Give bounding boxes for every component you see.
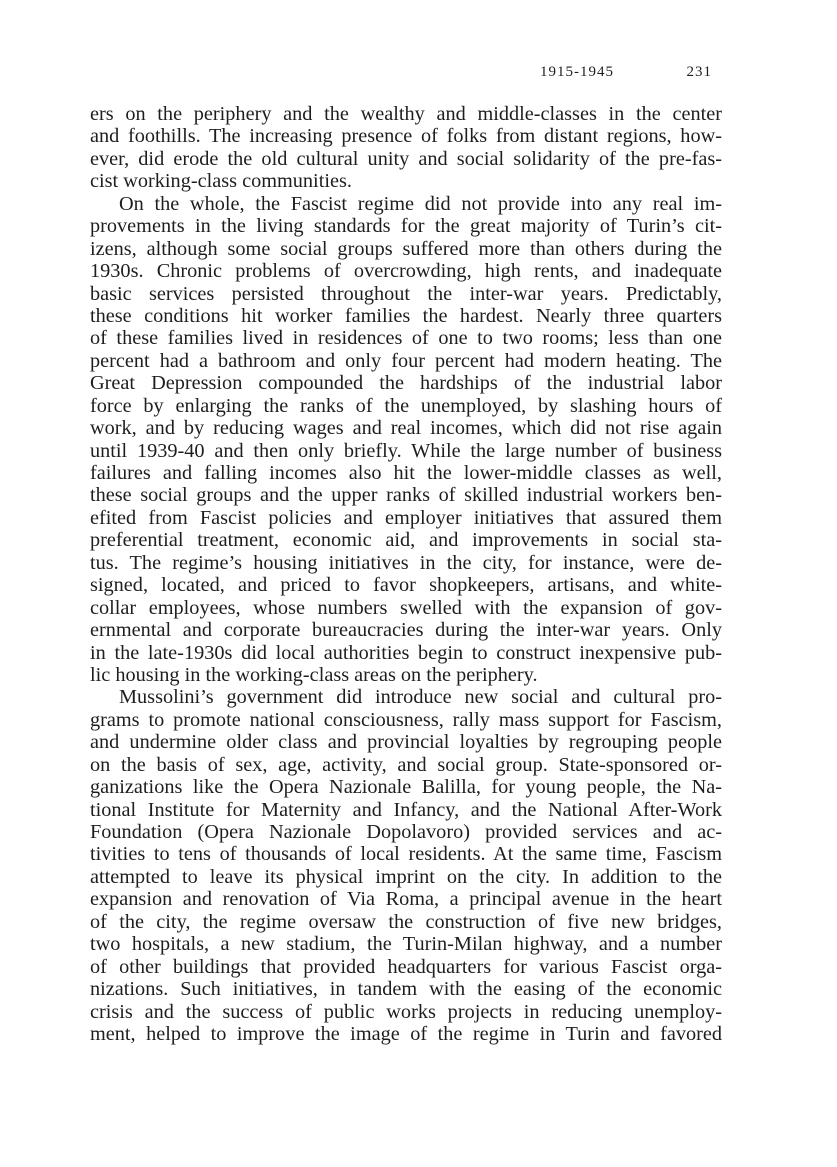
text-line: of the city, the regime oversaw the construction of five new bridges, [90,910,722,933]
text-line: tivities to tens of thousands of local residents. At the same time, Fascism [90,843,722,866]
running-head-title: 1915-1945 [540,64,614,80]
page-number: 231 [686,64,712,80]
text-line: On the whole, the Fascist regime did not provide into any real im- [119,192,722,215]
text-line: efited from Fascist policies and employer initiatives that assured them [90,506,722,529]
text-line: in the late-1930s did local authorities begin to construct inexpensive pub- [90,641,722,664]
text-line: signed, located, and priced to favor shopkeepers, artisans, and white- [90,574,722,597]
paragraph [90,686,722,1045]
text-line: attempted to leave its physical imprint on the city. In addition to the [90,865,722,888]
body-text [90,103,722,1045]
text-line: provements in the living standards for the great majority of Turin’s cit- [90,215,722,238]
text-line: Great Depression compounded the hardships of the industrial labor [90,372,722,395]
paragraph [90,103,722,193]
text-line: izens, although some social groups suffered more than others during the [90,237,722,260]
text-line: and foothills. The increasing presence of folks from distant regions, how- [90,125,722,148]
text-line: ganizations like the Opera Nazionale Balilla, for young people, the Na- [90,776,722,799]
text-line: tional Institute for Maternity and Infancy, and the National After-Work [90,798,722,821]
text-line: failures and falling incomes also hit the lower-middle classes as well, [90,462,722,484]
text-line: ers on the periphery and the wealthy and middle-classes in the center [90,103,722,125]
text-line: 1930s. Chronic problems of overcrowding, high rents, and inadequate [90,260,722,283]
text-line: these conditions hit worker families the hardest. Nearly three quarters [90,304,722,327]
text-line: of these families lived in residences of one to two rooms; less than one [90,327,722,350]
paragraph [90,193,722,687]
text-line: until 1939-40 and then only briefly. While the large number of business [90,439,722,462]
text-line: percent had a bathroom and only four percent had modern heating. The [90,349,722,372]
text-line: two hospitals, a new stadium, the Turin-Milan highway, and a number [90,933,722,956]
text-line: nizations. Such initiatives, in tandem with the easing of the economic [90,978,722,1001]
running-head [90,64,712,86]
text-line: and undermine older class and provincial loyalties by regrouping people [90,731,722,754]
text-line: Mussolini’s government did introduce new social and cultural pro- [119,686,722,709]
text-line: ever, did erode the old cultural unity and social solidarity of the pre-fas- [90,147,722,170]
text-line: of other buildings that provided headquarters for various Fascist orga- [90,955,722,978]
text-line: force by enlarging the ranks of the unemployed, by slashing hours of [90,394,722,417]
text-line: these social groups and the upper ranks of skilled industrial workers ben- [90,484,722,507]
text-line: ernmental and corporate bureaucracies during the inter-war years. Only [90,619,722,642]
text-line: cist working-class communities. [90,170,352,193]
text-line: Foundation (Opera Nazionale Dopolavoro) provided services and ac- [90,821,722,843]
text-line: preferential treatment, economic aid, and improvements in social sta- [90,529,722,552]
text-line: expansion and renovation of Via Roma, a principal avenue in the heart [90,888,722,911]
text-line: lic housing in the working-class areas on the periphery. [90,663,538,686]
text-line: collar employees, whose numbers swelled with the expansion of gov- [90,596,722,619]
text-line: basic services persisted throughout the inter-war years. Predictably, [90,282,722,305]
text-line: grams to promote national consciousness, rally mass support for Fascism, [90,708,722,731]
text-line: crisis and the success of public works projects in reducing unemploy- [90,1000,722,1023]
text-line: tus. The regime’s housing initiatives in the city, for instance, were de- [90,551,722,574]
text-line: on the basis of sex, age, activity, and social group. State-sponsored or- [90,753,722,776]
text-line: work, and by reducing wages and real incomes, which did not rise again [90,417,722,440]
text-line: ment, helped to improve the image of the regime in Turin and favored [90,1022,722,1045]
